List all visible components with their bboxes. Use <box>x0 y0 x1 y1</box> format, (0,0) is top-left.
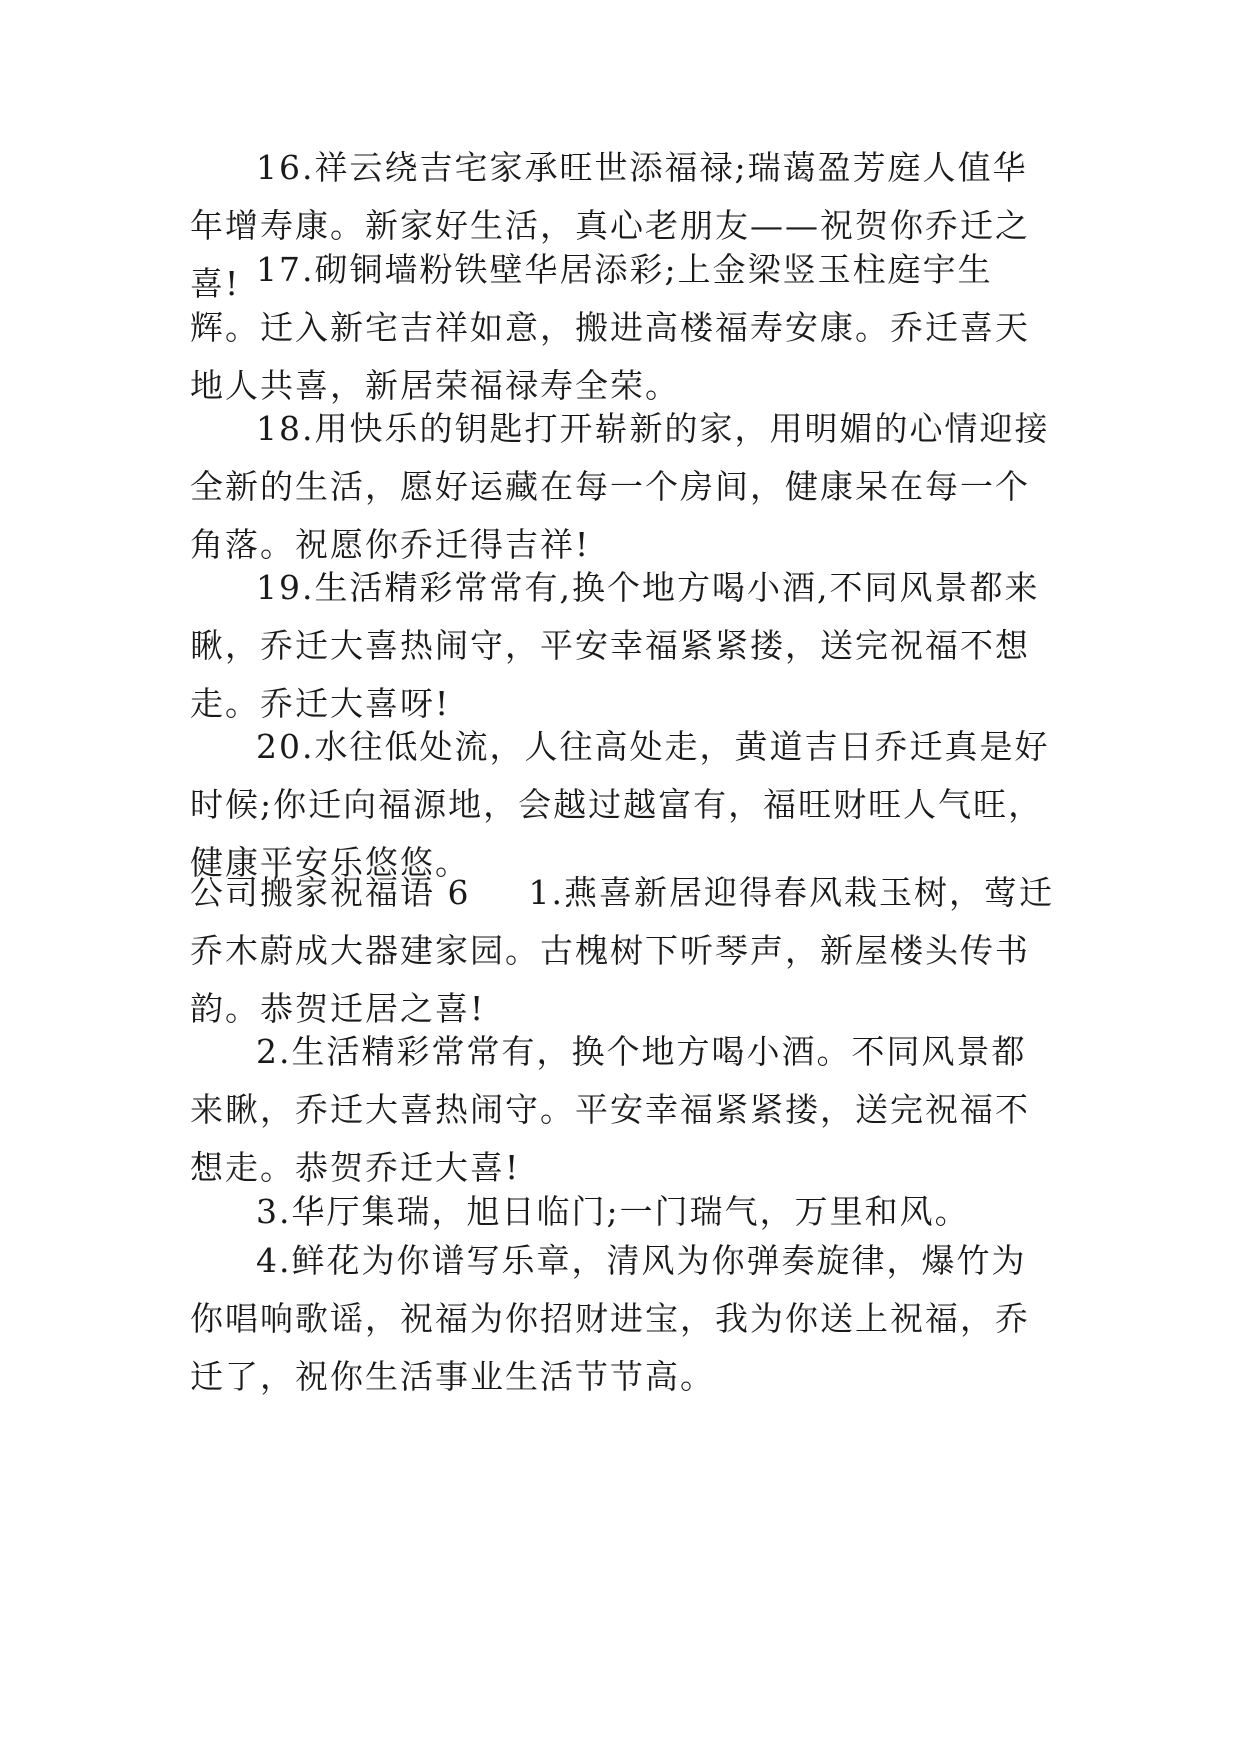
section-block <box>190 864 1060 1038</box>
paragraph-18: 18.用快乐的钥匙打开崭新的家，用明媚的心情迎接全新的生活，愿好运藏在每一个房间，健康呆在每一个角落。祝愿你乔迁得吉祥! <box>190 409 1050 564</box>
paragraph-16: 16.祥云绕吉宅家承旺世添福禄;瑞蔼盈芳庭人值华年增寿康。新家好生活，真心老朋友——祝贺你乔迁之喜! <box>190 148 1030 303</box>
section-item-3: 3.华厅集瑞，旭日临门;一门瑞气，万里和风。 <box>256 1192 970 1231</box>
section-item-2: 2.生活精彩常常有，换个地方喝小酒。不同风景都来瞅，乔迁大喜热闹守。平安幸福紧紧搂，送完祝福不想走。恭贺乔迁大喜! <box>190 1032 1030 1187</box>
section-item-1: 1.燕喜新居迎得春风栽玉树，莺迁乔木蔚成大器建家园。古槐树下听琴声，新屋楼头传书韵。恭贺迁居之喜! <box>190 873 1054 1028</box>
paragraph-17: 17.砌铜墙粉铁壁华居添彩;上金梁竖玉柱庭宇生辉。迁入新宅吉祥如意，搬进高楼福寿安康。乔迁喜天地人共喜，新居荣福禄寿全荣。 <box>190 250 1030 405</box>
section-item-4: 4.鲜花为你谱写乐章，清风为你弹奏旋律，爆竹为你唱响歌谣，祝福为你招财进宝，我为你送上祝福，乔迁了，祝你生活事业生活节节高。 <box>190 1241 1030 1396</box>
paragraph-19: 19.生活精彩常常有,换个地方喝小酒,不同风景都来瞅，乔迁大喜热闹守，平安幸福紧紧搂，送完祝福不想走。乔迁大喜呀! <box>190 568 1040 723</box>
section-heading: 公司搬家祝福语 6 <box>190 873 471 912</box>
paragraph-20: 20.水往低处流，人往高处走，黄道吉日乔迁真是好时候;你迁向福源地，会越过越富有，福旺财旺人气旺，健康平安乐悠悠。 <box>190 727 1050 882</box>
